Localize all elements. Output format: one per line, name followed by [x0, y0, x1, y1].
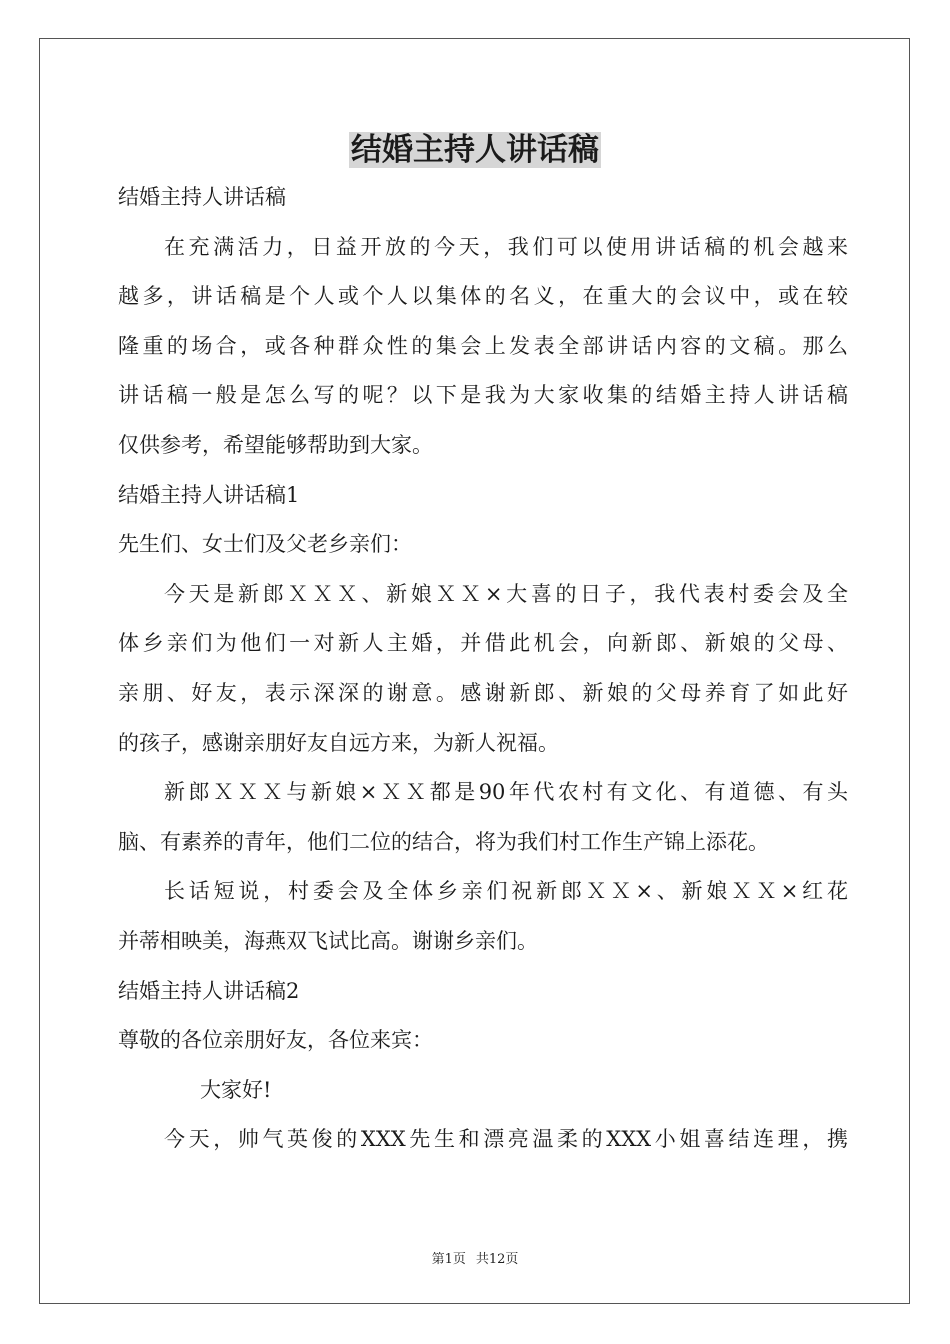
- paragraph-line: 讲话稿一般是怎么写的呢？以下是我为大家收集的结婚主持人讲话稿: [118, 383, 848, 408]
- paragraph-line: 越多，讲话稿是个人或个人以集体的名义，在重大的会议中，或在较: [118, 284, 848, 309]
- salutation: 尊敬的各位亲朋好友，各位来宾：: [118, 1028, 433, 1053]
- page-total: 共12页: [475, 1252, 519, 1267]
- paragraph-line: 仅供参考，希望能够帮助到大家。: [118, 432, 433, 457]
- paragraph-line: 亲朋、好友，表示深深的谢意。感谢新郎、新娘的父母养育了如此好: [118, 680, 848, 705]
- document-title-text: 结婚主持人讲话稿: [351, 132, 599, 168]
- paragraph-line: 隆重的场合，或各种群众性的集会上发表全部讲话内容的文稿。那么: [118, 333, 848, 358]
- page-footer: [0, 1248, 950, 1267]
- paragraph-line: 新郎ＸＸＸ与新娘×ＸＸ都是90年代农村有文化、有道德、有头: [164, 780, 848, 805]
- paragraph-line: 今天是新郎ＸＸＸ、新娘ＸＸ×大喜的日子，我代表村委会及全: [164, 581, 848, 606]
- paragraph-line: 体乡亲们为他们一对新人主婚，并借此机会，向新郎、新娘的父母、: [118, 631, 848, 656]
- section-heading: 结婚主持人讲话稿: [118, 185, 286, 209]
- paragraph-line: 的孩子，感谢亲朋好友自远方来，为新人祝福。: [118, 730, 559, 755]
- document-body: [118, 173, 848, 1165]
- paragraph-line: 长话短说，村委会及全体乡亲们祝新郎ＸＸ×、新娘ＸＸ×红花: [164, 879, 848, 904]
- salutation: 先生们、女士们及父老乡亲们：: [118, 532, 412, 557]
- paragraph-line: 脑、有素养的青年，他们二位的结合，将为我们村工作生产锦上添花。: [118, 829, 769, 854]
- page-number: 第1页: [431, 1252, 466, 1267]
- paragraph-line: 今天，帅气英俊的XXX先生和漂亮温柔的XXX小姐喜结连理，携: [164, 1127, 848, 1152]
- paragraph-line: 并蒂相映美，海燕双飞试比高。谢谢乡亲们。: [118, 928, 538, 953]
- greeting: 大家好!: [200, 1077, 272, 1102]
- document-title: [0, 126, 950, 174]
- paragraph-line: 在充满活力，日益开放的今天，我们可以使用讲话稿的机会越来: [164, 234, 848, 259]
- section-heading: 结婚主持人讲话稿2: [118, 978, 300, 1003]
- section-heading: 结婚主持人讲话稿1: [118, 482, 300, 507]
